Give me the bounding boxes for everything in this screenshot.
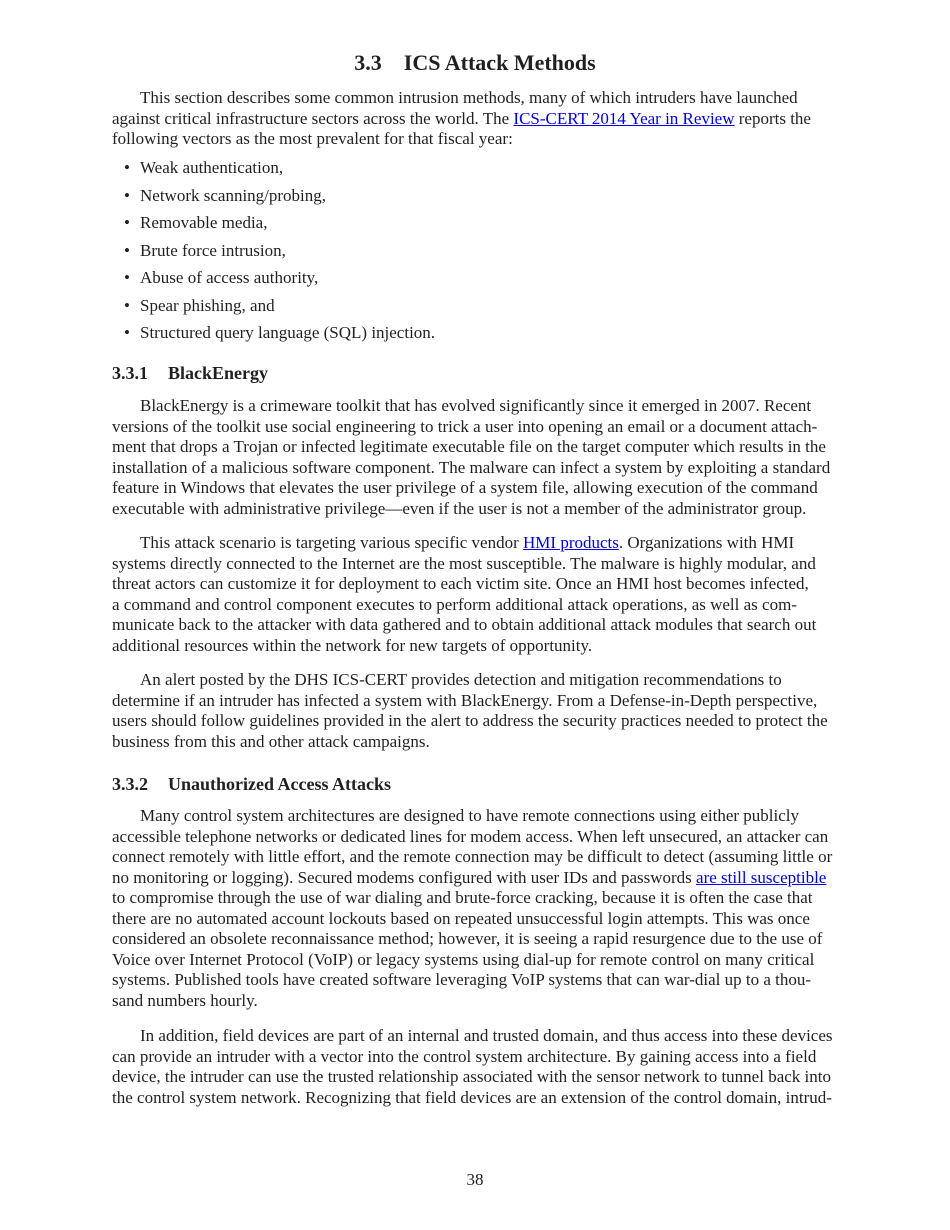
list-item-text: Structured query language (SQL) injection. bbox=[140, 323, 436, 342]
list-item bbox=[112, 237, 872, 265]
text-line: Voice over Internet Protocol (VoIP) or legacy systems using dial-up for remote control on many critical bbox=[112, 949, 815, 969]
text-line: systems directly connected to the Internet are the most susceptible. The malware is highly modular, and bbox=[112, 553, 816, 573]
text-line: additional resources within the network for new targets of opportunity. bbox=[112, 635, 593, 655]
text-line: installation of a malicious software component. The malware can infect a system by exploiting a standard bbox=[112, 457, 831, 477]
text-line: An alert posted by the DHS ICS-CERT provides detection and mitigation recommendations to bbox=[140, 670, 782, 689]
bullet-icon bbox=[124, 319, 130, 347]
text-line bbox=[112, 533, 872, 554]
list-item-text: Removable media, bbox=[140, 213, 268, 232]
text-line: a command and control component executes to perform additional attack operations, as well as com- bbox=[112, 594, 797, 614]
text-line: there are no automated account lockouts based on repeated unsuccessful login attempts. This was once bbox=[112, 908, 810, 928]
list-item-text: Spear phishing, and bbox=[140, 295, 275, 315]
are-still-susceptible-link[interactable]: are still susceptible bbox=[696, 867, 827, 887]
text-line: following vectors as the most prevalent for that fiscal year: bbox=[112, 129, 513, 148]
paragraph bbox=[112, 670, 872, 752]
list-item-text: Abuse of access authority, bbox=[140, 268, 319, 287]
bullet-icon bbox=[124, 182, 130, 210]
intro-paragraph bbox=[112, 88, 872, 150]
text-line: accessible telephone networks or dedicated lines for modem access. When left unsecured, an attacker can bbox=[112, 826, 829, 846]
list-item bbox=[112, 182, 872, 210]
attack-vector-list bbox=[112, 154, 872, 347]
bullet-icon bbox=[124, 292, 130, 320]
section-heading bbox=[0, 49, 950, 77]
list-item bbox=[112, 292, 872, 320]
text-line bbox=[112, 868, 872, 889]
text-line: users should follow guidelines provided in the alert to address the security practices needed to protect the bbox=[112, 711, 828, 730]
text-line: In addition, field devices are part of an internal and trusted domain, and thus access into these devices bbox=[140, 1026, 833, 1045]
text-line: connect remotely with little effort, and the remote connection may be difficult to detect (assuming little or bbox=[112, 847, 833, 866]
list-item bbox=[112, 264, 872, 292]
text-span: reports the bbox=[734, 108, 811, 128]
paragraph bbox=[112, 806, 872, 1011]
ics-cert-year-in-review-link[interactable]: ICS-CERT 2014 Year in Review bbox=[513, 108, 735, 128]
text-line: determine if an intruder has infected a system with BlackEnergy. From a Defense-in-Depth perspective, bbox=[112, 690, 818, 710]
list-item-text: Network scanning/probing, bbox=[140, 185, 327, 205]
paragraph bbox=[112, 533, 872, 656]
text-span: against critical infrastructure sectors across the world. The bbox=[112, 108, 514, 128]
text-line: considered an obsolete reconnaissance method; however, it is seeing a rapid resurgence due to the use of bbox=[112, 929, 823, 948]
text-line: systems. Published tools have created software leveraging VoIP systems that can war-dial up to a thou- bbox=[112, 970, 812, 989]
subsection-number: 3.3.2 bbox=[112, 774, 148, 794]
page-number: 38 bbox=[466, 1170, 484, 1189]
text-span: no monitoring or logging). Secured modems configured with user IDs and passwords bbox=[112, 867, 697, 887]
list-item bbox=[112, 319, 872, 347]
text-line: can provide an intruder with a vector into the control system architecture. By gaining access into a field bbox=[112, 1046, 817, 1066]
text-span: . Organizations with HMI bbox=[618, 533, 795, 552]
paragraph bbox=[112, 396, 872, 519]
text-line: threat actors can customize it for deployment to each victim site. Once an HMI host becomes infected, bbox=[112, 574, 809, 593]
bullet-icon bbox=[124, 209, 130, 237]
subsection-title: BlackEnergy bbox=[168, 363, 269, 383]
bullet-icon bbox=[124, 237, 130, 265]
text-line: This section describes some common intrusion methods, many of which intruders have launched bbox=[140, 88, 798, 107]
subsection-number: 3.3.1 bbox=[112, 363, 148, 383]
text-line: the control system network. Recognizing that field devices are an extension of the control domain, intrud- bbox=[112, 1087, 832, 1107]
text-line: executable with administrative privilege—even if the user is not a member of the administrator group. bbox=[112, 498, 807, 518]
hmi-products-link[interactable]: HMI products bbox=[523, 533, 619, 552]
text-line: versions of the toolkit use social engineering to trick a user into opening an email or a document attach- bbox=[112, 416, 818, 436]
list-item bbox=[112, 209, 872, 237]
text-line: ment that drops a Trojan or infected legitimate executable file on the target computer which results in the bbox=[112, 437, 826, 456]
paragraph bbox=[112, 1026, 872, 1108]
text-line: device, the intruder can use the trusted relationship associated with the sensor network to tunnel back into bbox=[112, 1067, 831, 1086]
section-title: ICS Attack Methods bbox=[403, 50, 596, 75]
list-item-text: Brute force intrusion, bbox=[140, 240, 286, 260]
subsection-title: Unauthorized Access Attacks bbox=[168, 774, 391, 794]
list-item-text: Weak authentication, bbox=[140, 158, 284, 177]
bullet-icon bbox=[124, 264, 130, 292]
text-line: sand numbers hourly. bbox=[112, 990, 258, 1010]
text-line: feature in Windows that elevates the user privilege of a system file, allowing execution of the command bbox=[112, 478, 818, 497]
text-line: BlackEnergy is a crimeware toolkit that has evolved significantly since it emerged in 2007. Recent bbox=[140, 396, 812, 415]
list-item bbox=[112, 154, 872, 182]
section-number: 3.3 bbox=[354, 50, 382, 75]
subsection-heading-blackenergy bbox=[112, 361, 268, 385]
text-line: municate back to the attacker with data gathered and to obtain additional attack modules that search out bbox=[112, 615, 817, 634]
subsection-heading-unauthorized-access bbox=[112, 772, 391, 796]
text-line: business from this and other attack campaigns. bbox=[112, 731, 430, 751]
text-line bbox=[112, 109, 872, 130]
text-line: Many control system architectures are designed to have remote connections using either publicly bbox=[140, 806, 800, 825]
bullet-icon bbox=[124, 154, 130, 182]
text-line: to compromise through the use of war dialing and brute-force cracking, because it is often the case that bbox=[112, 888, 813, 907]
text-span: This attack scenario is targeting various specific vendor bbox=[140, 533, 524, 552]
